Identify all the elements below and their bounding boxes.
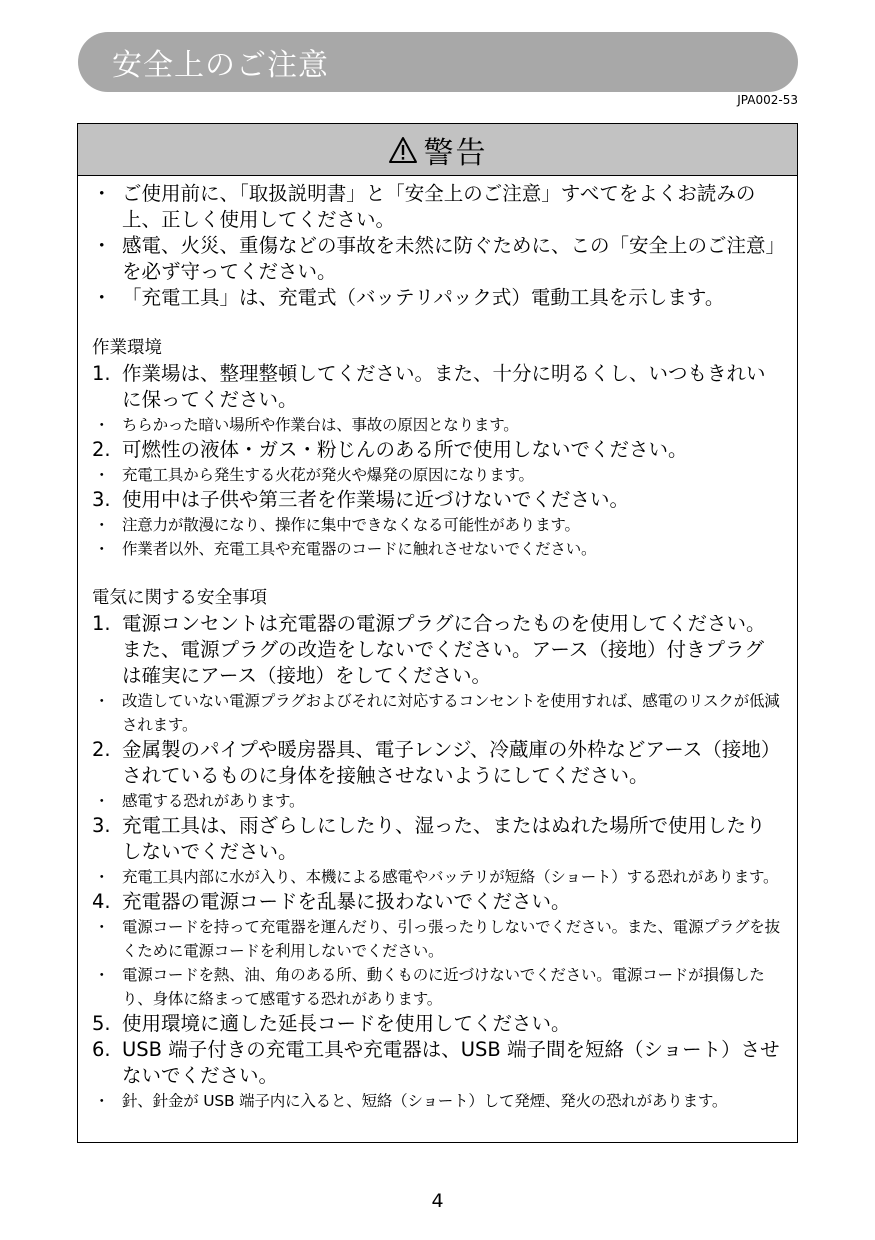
note-item xyxy=(92,513,783,537)
intro-text: 「充電工具」は、充電式（バッテリパック式）電動工具を示します。 xyxy=(122,286,725,309)
numbered-item xyxy=(92,1037,783,1089)
bullet-marker: ・ xyxy=(92,286,112,309)
note-text: 改造していない電源プラグおよびそれに対応するコンセントを使用すれば、感電のリスクが低減されます。 xyxy=(122,692,780,734)
bullet-marker: ・ xyxy=(94,1092,110,1110)
bullet-marker: ・ xyxy=(94,692,110,710)
warning-box xyxy=(77,123,798,1143)
note-text: 感電する恐れがあります。 xyxy=(122,792,305,810)
warning-triangle-icon xyxy=(388,136,418,164)
numbered-item xyxy=(92,889,783,915)
section-title-banner xyxy=(78,32,798,92)
item-number: 3. xyxy=(92,814,111,837)
item-text: 使用環境に適した延長コードを使用してください。 xyxy=(122,1012,571,1035)
document-code: JPA002-53 xyxy=(737,93,798,107)
note-text: 注意力が散漫になり、操作に集中できなくなる可能性があります。 xyxy=(122,516,580,534)
note-text: 作業者以外、充電工具や充電器のコードに触れさせないでください。 xyxy=(122,540,597,558)
note-text: 電源コードを熱、油、角のある所、動くものに近づけないでください。電源コードが損傷したり、身体に絡まって感電する恐れがあります。 xyxy=(122,966,765,1008)
numbered-item xyxy=(92,1011,783,1037)
item-text: USB 端子付きの充電工具や充電器は、USB 端子間を短絡（ショート）させないでください。 xyxy=(122,1038,780,1087)
note-item xyxy=(92,963,783,1011)
note-item xyxy=(92,1089,783,1113)
note-text: 充電工具内部に水が入り、本機による感電やバッテリが短絡（ショート）する恐れがあります。 xyxy=(122,868,779,886)
bullet-marker: ・ xyxy=(94,918,110,936)
warning-header xyxy=(78,124,797,176)
intro-item xyxy=(92,181,783,233)
item-number: 4. xyxy=(92,890,111,913)
item-text: 作業場は、整理整頓してください。また、十分に明るくし、いつもきれいに保ってください。 xyxy=(122,362,766,411)
item-number: 2. xyxy=(92,738,111,761)
section-heading: 電気に関する安全事項 xyxy=(92,588,267,608)
intro-text: 感電、火災、重傷などの事故を未然に防ぐために、この「安全上のご注意」を必ず守ってください。 xyxy=(122,234,776,283)
bullet-marker: ・ xyxy=(94,516,110,534)
note-item xyxy=(92,689,783,737)
warning-body xyxy=(78,176,797,1113)
item-number: 5. xyxy=(92,1012,111,1035)
bullet-marker: ・ xyxy=(94,540,110,558)
bullet-marker: ・ xyxy=(92,182,112,205)
item-text: 充電工具は、雨ざらしにしたり、湿った、またはぬれた場所で使用したりしないでください。 xyxy=(122,814,766,863)
numbered-item xyxy=(92,737,783,789)
item-number: 6. xyxy=(92,1038,111,1061)
bullet-marker: ・ xyxy=(94,868,110,886)
note-item xyxy=(92,463,783,487)
page-title: 安全上のご注意 xyxy=(112,48,329,83)
intro-text: ご使用前に、「取扱説明書」と「安全上のご注意」すべてをよくお読みの上、正しく使用してください。 xyxy=(122,182,756,231)
section-heading: 作業環境 xyxy=(92,338,162,358)
page-number: 4 xyxy=(431,1190,444,1212)
bullet-marker: ・ xyxy=(92,234,112,257)
note-item xyxy=(92,537,783,561)
bullet-marker: ・ xyxy=(94,966,110,984)
item-text: 使用中は子供や第三者を作業場に近づけないでください。 xyxy=(122,488,630,511)
intro-item xyxy=(92,233,783,285)
item-text: 金属製のパイプや暖房器具、電子レンジ、冷蔵庫の外枠などアース（接地）されているものに身体を接触させないようにしてください。 xyxy=(122,738,781,787)
bullet-marker: ・ xyxy=(94,792,110,810)
item-number: 1. xyxy=(92,362,111,385)
note-item xyxy=(92,865,783,889)
bullet-marker: ・ xyxy=(94,416,110,434)
intro-item xyxy=(92,285,783,311)
bullet-marker: ・ xyxy=(94,466,110,484)
note-text: 電源コードを持って充電器を運んだり、引っ張ったりしないでください。また、電源プラグを抜くために電源コードを利用しないでください。 xyxy=(122,918,780,960)
numbered-item xyxy=(92,437,783,463)
numbered-item xyxy=(92,487,783,513)
note-item xyxy=(92,413,783,437)
item-text: 可燃性の液体・ガス・粉じんのある所で使用しないでください。 xyxy=(122,438,688,461)
numbered-item xyxy=(92,361,783,413)
item-text: 電源コンセントは充電器の電源プラグに合ったものを使用してください。また、電源プラグの改造をしないでください。アース（接地）付きプラグは確実にアース（接地）をしてください。 xyxy=(122,612,766,687)
item-number: 2. xyxy=(92,438,111,461)
item-number: 3. xyxy=(92,488,111,511)
item-text: 充電器の電源コードを乱暴に扱わないでください。 xyxy=(122,890,571,913)
numbered-item xyxy=(92,813,783,865)
note-item xyxy=(92,915,783,963)
note-item xyxy=(92,789,783,813)
note-text: ちらかった暗い場所や作業台は、事故の原因となります。 xyxy=(122,416,519,434)
note-text: 針、針金が USB 端子内に入ると、短絡（ショート）して発煙、発火の恐れがあります。 xyxy=(122,1092,728,1110)
warning-title: 警告 xyxy=(423,135,488,171)
note-text: 充電工具から発生する火花が発火や爆発の原因になります。 xyxy=(122,466,534,484)
numbered-item xyxy=(92,611,783,689)
item-number: 1. xyxy=(92,612,111,635)
